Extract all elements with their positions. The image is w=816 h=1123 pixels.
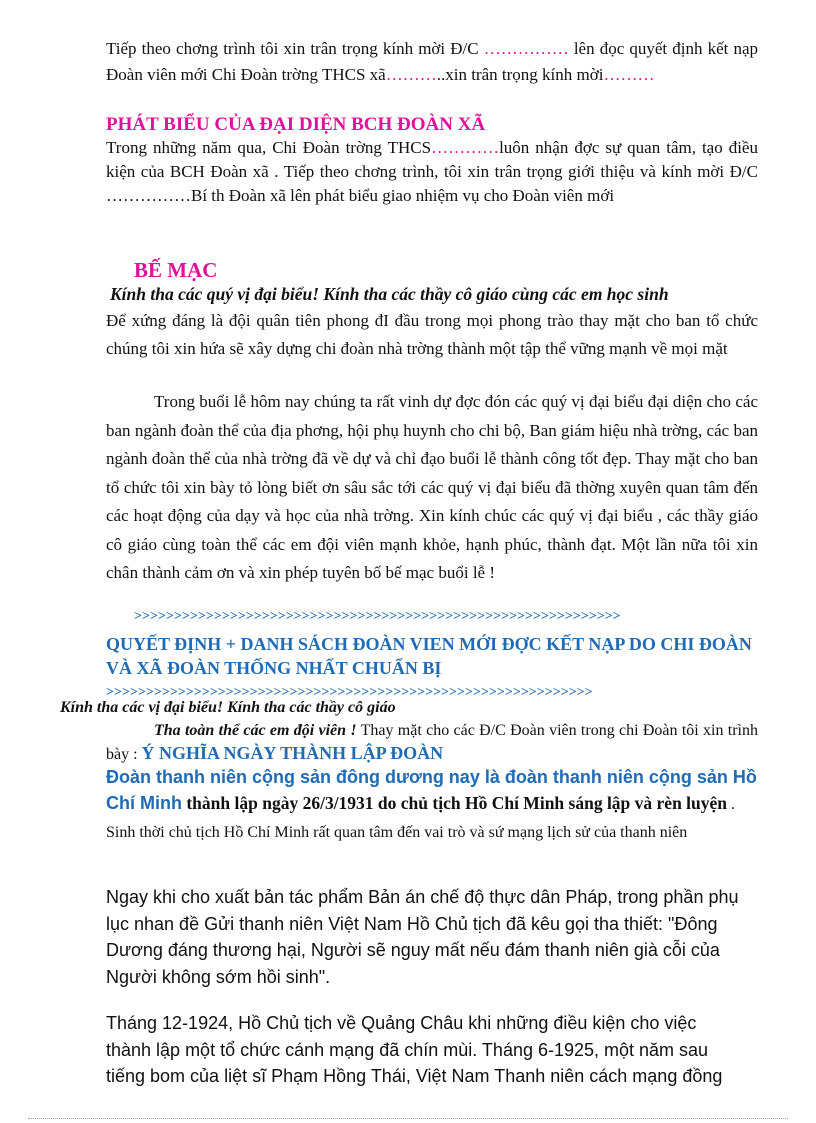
closing-greeting: Kính tha các quý vị đại biểu! Kính tha các thầy cô giáo cùng các em học sinh [110,284,669,304]
meaning-greeting: Kính tha các vị đại biểu! Kính tha các thầy cô giáo [60,699,396,716]
intro-paragraph: Tiếp theo chơng trình tôi xin trân trọng kính mời Đ/C …………… lên đọc quyết định kết nạp Đoàn viên mới Chi Đoàn trờng THCS xã………..xin trân trọng kính mời……… [106,39,759,84]
meaning-intro-paragraph: Tha toàn thể các em đội viên ! Thay mặt cho các Đ/C Đoàn viên trong chi Đoàn tôi xin trình bày : Ý NGHĨA NGÀY THÀNH LẬP ĐOÀN [106,722,758,763]
speech-heading: PHÁT BIỂU CỦA ĐẠI DIỆN BCH ĐOÀN XÃ [106,114,486,135]
arrow-divider: >>>>>>>>>>>>>>>>>>>>>>>>>>>>>>>>>>>>>>>>>>>>>>>>>>>>>>>>>>>>> [134,609,621,624]
closing-paragraph-2: Trong buổi lễ hôm nay chúng ta rất vinh dự đợc đón các quý vị đại biểu đại diện cho các ban ngành đoàn thể của địa phơng, hội phụ huynh cho chi bộ, Ban giám hiệu nhà trờng, các ban ngành đoàn thể của nhà trờng đã về dự và chỉ đạo buổi lễ thành công tốt đẹp. Thay mặt cho ban tổ chức tôi xin bày tỏ lòng biết ơn sâu sắc tới các quý vị đại biểu đã thờng xuyên quan tâm đến các hoạt động của dạy và học của nhà trờng. Xin kính chúc các quý vị đại biểu , các thầy giáo cô giáo cùng toàn thể các em đội viên mạnh khỏe, hạnh phúc, thành đạt. Một lần nữa tôi xin chân thành cảm ơn và xin phép tuyên bố bế mạc buổi lễ ! [106,392,758,582]
blank-dots: ………… [431,138,500,157]
history-paragraph-2: Tháng 12-1924, Hồ Chủ tịch về Quảng Châu khi những điều kiện cho việc thành lập một tổ chức cánh mạng đã chín mùi. Tháng 6-1925, một năm sau tiếng bom của liệt sĩ Phạm Hồng Thái, Việt Nam Thanh niên cách mạng đồng [106,1013,723,1086]
speech-paragraph: Trong những năm qua, Chi Đoàn trờng THCS…………luôn nhận đợc sự quan tâm, tạo điều kiện của BCH Đoàn xã . Tiếp theo chơng trình, tôi xin trân trọng giới thiệu và kính mời Đ/C ……………Bí th Đoàn xã lên phát biểu giao nhiệm vụ cho Đoàn viên mới [106,138,758,205]
blank-dots: ……… [385,65,437,84]
blank-dots: …………… [483,39,569,58]
closing-paragraph-1: Để xứng đáng là đội quân tiên phong đI đầu trong mọi phong trào thay mặt cho ban tổ chức chúng tôi xin hứa sẽ xây dựng chi đoàn nhà trờng thành một tập thể vững mạnh về mọi mặt [106,311,758,358]
meaning-lead: Đoàn thanh niên cộng sản đông dương nay là đoàn thanh niên cộng sản Hồ Chí Minh thành lập ngày 26/3/1931 do chủ tịch Hồ Chí Minh sáng lập và rèn luyện . Sinh thời chủ tịch Hồ Chí Minh rất quan tâm đến vai trò và sứ mạng lịch sử của thanh niên [106,767,757,841]
arrow-divider: >>>>>>>>>>>>>>>>>>>>>>>>>>>>>>>>>>>>>>>>>>>>>>>>>>>>>>>>>>>>> [106,685,593,700]
meaning-heading: Ý NGHĨA NGÀY THÀNH LẬP ĐOÀN [141,743,444,763]
decision-heading: QUYẾT ĐỊNH + DANH SÁCH ĐOÀN VIEN MỚI ĐỢC KẾT NẠP DO CHI ĐOÀN VÀ XÃ ĐOÀN THỐNG NHẤT CHUẨN BỊ [106,634,752,678]
page-bottom-rule [28,1118,788,1119]
blank-dots: ……… [603,65,655,84]
history-paragraph-1: Ngay khi cho xuất bản tác phẩm Bản án chế độ thực dân Pháp, trong phần phụ lục nhan đề Gửi thanh niên Việt Nam Hồ Chủ tịch đã kêu gọi tha thiết: "Đông Dương đáng thương hại, Người sẽ nguy mất nếu đám thanh niên già cỗi của Người không sớm hồi sinh". [106,887,739,987]
closing-heading: BẾ MẠC [134,258,218,282]
